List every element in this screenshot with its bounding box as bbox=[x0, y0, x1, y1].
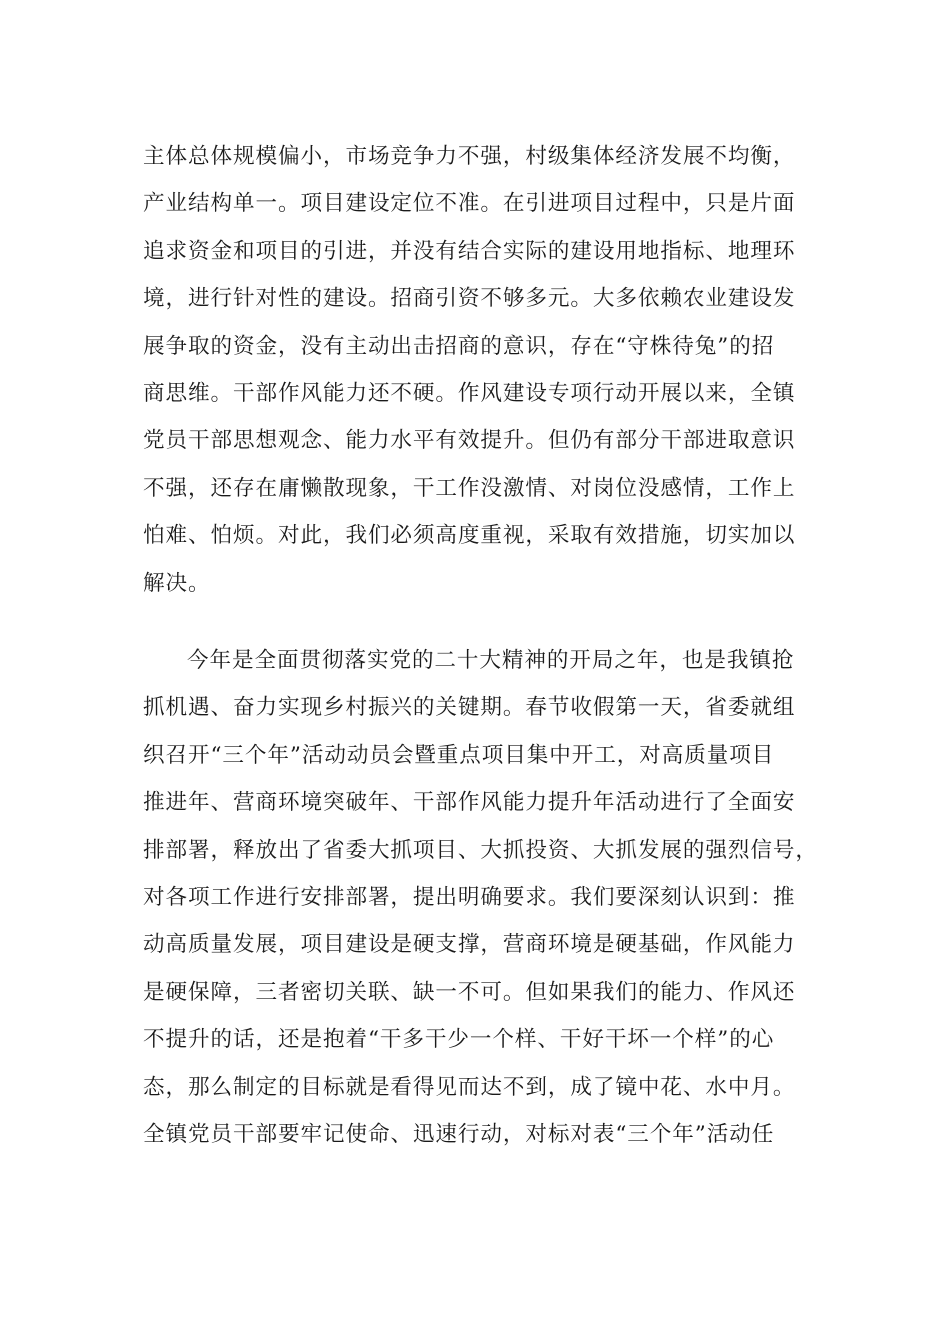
paragraph-2-line: 是硬保障，三者密切关联、缺一不可。但如果我们的能力、作风还 bbox=[143, 979, 796, 1005]
paragraph-2-line: 态，那么制定的目标就是看得见而达不到，成了镜中花、水中月。 bbox=[143, 1074, 796, 1100]
paragraph-1-line: 追求资金和项目的引进，并没有结合实际的建设用地指标、地理环 bbox=[143, 238, 796, 264]
paragraph-2-line: 今年是全面贯彻落实党的二十大精神的开局之年，也是我镇抢 bbox=[187, 648, 795, 673]
paragraph-1-line: 商思维。干部作风能力还不硬。作风建设专项行动开展以来，全镇 bbox=[143, 380, 796, 406]
paragraph-1-line: 解决。 bbox=[143, 570, 211, 596]
paragraph-2-line: 推进年、营商环境突破年、干部作风能力提升年活动进行了全面安 bbox=[143, 790, 796, 816]
paragraph-2-line: 织召开“三个年”活动动员会暨重点项目集中开工，对高质量项目 bbox=[143, 742, 775, 768]
paragraph-1 bbox=[143, 133, 803, 607]
paragraph-1-line: 产业结构单一。项目建设定位不准。在引进项目过程中，只是片面 bbox=[143, 191, 796, 217]
paragraph-2-line: 全镇党员干部要牢记使命、迅速行动，对标对表“三个年”活动任 bbox=[143, 1121, 775, 1147]
paragraph-2-line: 对各项工作进行安排部署，提出明确要求。我们要深刻认识到：推 bbox=[143, 884, 796, 910]
paragraph-1-line: 主体总体规模偏小，市场竞争力不强，村级集体经济发展不均衡， bbox=[143, 144, 796, 169]
paragraph-1-line: 怕难、怕烦。对此，我们必须高度重视，采取有效措施，切实加以 bbox=[143, 523, 796, 549]
paragraph-2-line: 抓机遇、奋力实现乡村振兴的关键期。春节收假第一天，省委就组 bbox=[143, 695, 796, 721]
paragraph-1-line: 党员干部思想观念、能力水平有效提升。但仍有部分干部进取意识 bbox=[143, 428, 796, 454]
paragraph-1-line: 不强，还存在庸懒散现象，干工作没激情、对岗位没感情，工作上 bbox=[143, 475, 796, 501]
paragraph-2-line: 排部署，释放出了省委大抓项目、大抓投资、大抓发展的强烈信号， bbox=[143, 837, 818, 863]
paragraph-2-line: 动高质量发展，项目建设是硬支撑，营商环境是硬基础，作风能力 bbox=[143, 932, 796, 958]
paragraph-1-line: 展争取的资金，没有主动出击招商的意识，存在“守株待兔”的招 bbox=[143, 333, 775, 359]
paragraph-2 bbox=[143, 637, 818, 1158]
paragraph-1-line: 境，进行针对性的建设。招商引资不够多元。大多依赖农业建设发 bbox=[143, 286, 796, 312]
paragraph-2-line: 不提升的话，还是抱着“干多干少一个样、干好干坏一个样”的心 bbox=[143, 1027, 775, 1053]
